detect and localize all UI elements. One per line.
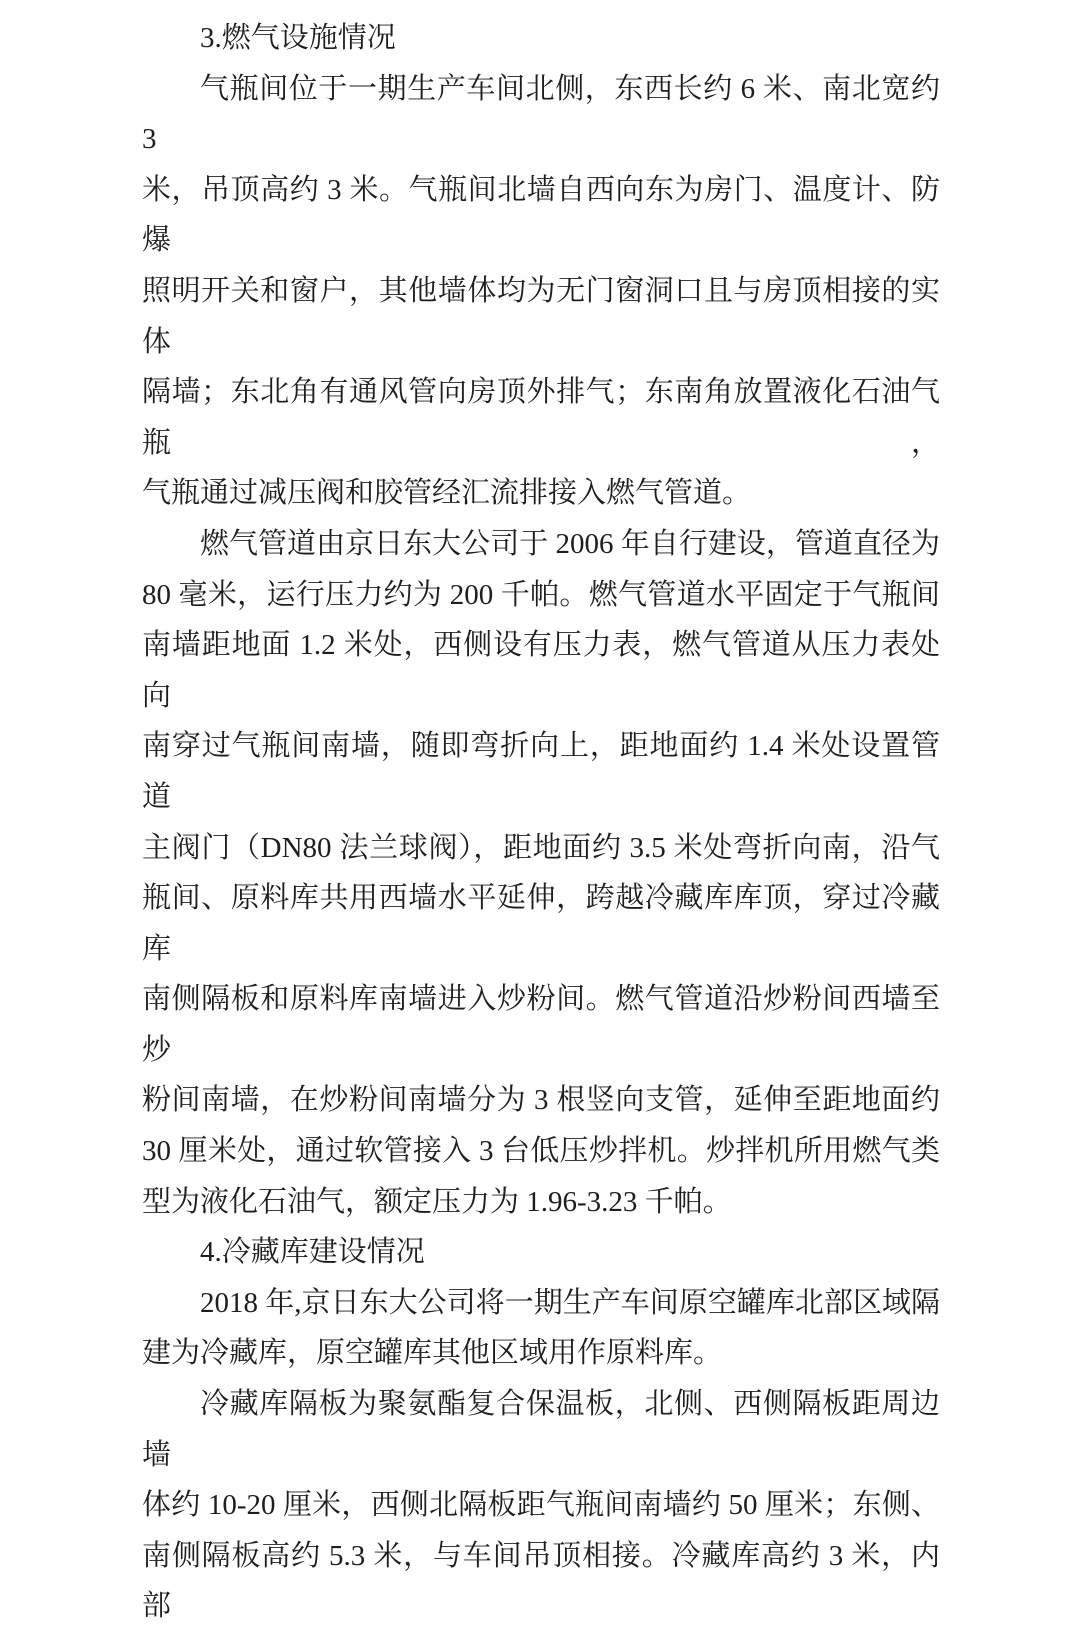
document-line: 气瓶通过减压阀和胶管经汇流排接入燃气管道。 xyxy=(142,477,752,510)
document-line: 照明开关和窗户，其他墙体均为无门窗洞口且与房顶相接的实体 xyxy=(142,274,940,358)
document-line: 南侧隔板和原料库南墙进入炒粉间。燃气管道沿炒粉间西墙至炒 xyxy=(142,983,940,1066)
section-heading-gas-facilities: 3.燃气设施情况 xyxy=(200,22,396,54)
document-line: 80 毫米，运行压力约为 200 千帕。燃气管道水平固定于气瓶间 xyxy=(142,578,940,611)
document-line: 燃气管道由京日东大公司于 2006 年自行建设，管道直径为 xyxy=(200,527,940,560)
document-line: 建为冷藏库，原空罐库其他区域用作原料库。 xyxy=(142,1337,723,1370)
document-line: 米，吊顶高约 3 米。气瓶间北墙自西向东为房门、温度计、防爆 xyxy=(142,173,940,257)
document-line: 气瓶间位于一期生产车间北侧，东西长约 6 米、南北宽约 3 xyxy=(142,72,940,156)
document-line: 体约 10-20 厘米，西侧北隔板距气瓶间南墙约 50 厘米；东侧、 xyxy=(142,1489,940,1522)
document-line: 型为液化石油气，额定压力为 1.96-3.23 千帕。 xyxy=(142,1185,732,1218)
document-line: 瓶间、原料库共用西墙水平延伸，跨越冷藏库库顶，穿过冷藏库 xyxy=(142,882,940,965)
document-line: 南墙距地面 1.2 米处，西侧设有压力表，燃气管道从压力表处向 xyxy=(142,629,940,712)
document-line: 隔墙；东北角有通风管向房顶外排气；东南角放置液化石油气瓶， xyxy=(142,376,940,459)
document-line: 南穿过气瓶间南墙，随即弯折向上，距地面约 1.4 米处设置管道 xyxy=(142,730,940,813)
document-line: 2018 年,京日东大公司将一期生产车间原空罐库北部区域隔 xyxy=(200,1286,940,1319)
document-text-block xyxy=(142,13,940,1632)
document-line: 30 厘米处，通过软管接入 3 台低压炒拌机。炒拌机所用燃气类 xyxy=(142,1135,940,1168)
document-line: 主阀门（DN80 法兰球阀），距地面约 3.5 米处弯折向南，沿气 xyxy=(142,831,940,864)
document-line: 冷藏库隔板为聚氨酯复合保温板，北侧、西侧隔板距周边墙 xyxy=(142,1388,940,1471)
section-heading-cold-storage: 4.冷藏库建设情况 xyxy=(200,1236,425,1269)
document-line: 南侧隔板高约 5.3 米，与车间吊顶相接。冷藏库高约 3 米，内部 xyxy=(142,1539,940,1623)
document-line: 粉间南墙，在炒粉间南墙分为 3 根竖向支管，延伸至距地面约 xyxy=(142,1084,940,1117)
